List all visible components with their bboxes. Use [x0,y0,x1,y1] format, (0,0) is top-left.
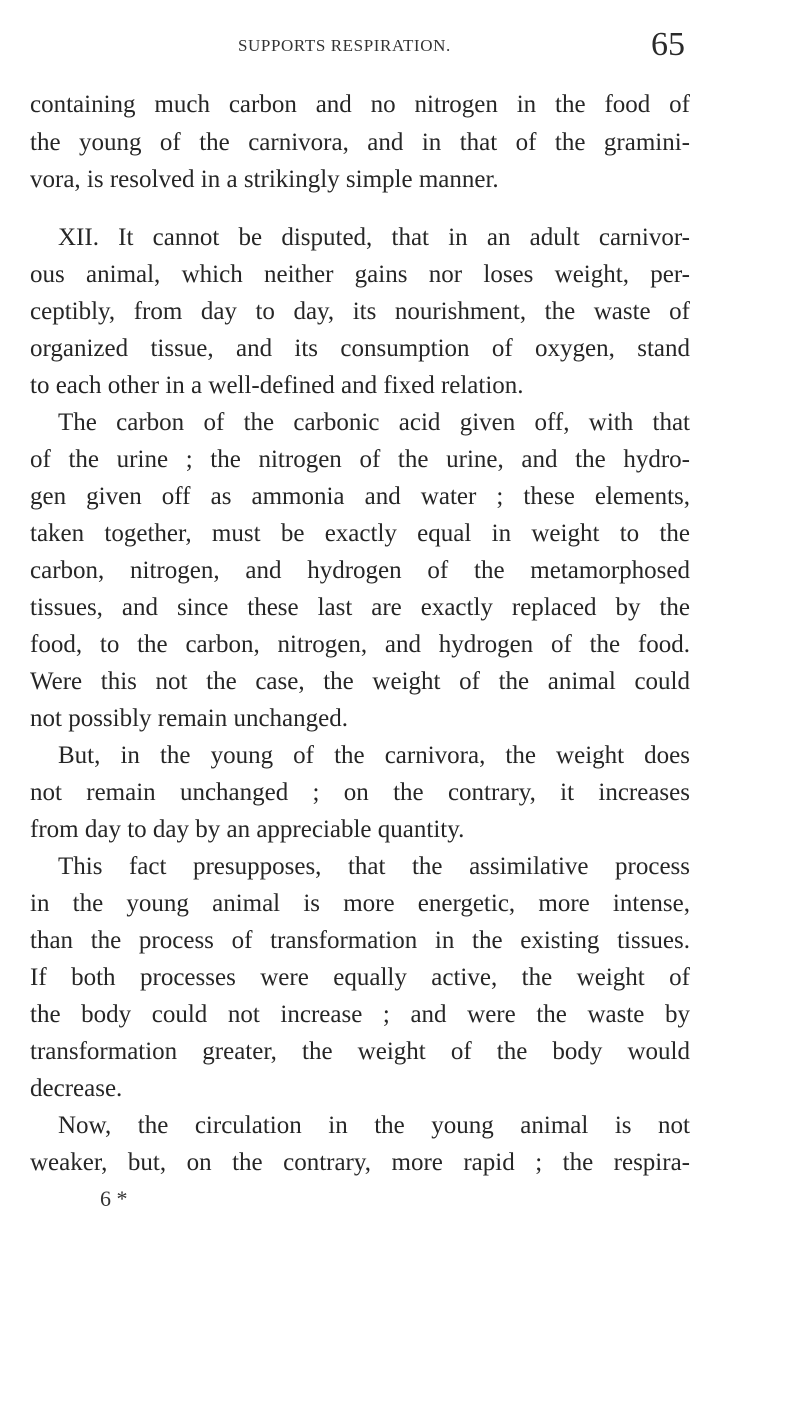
text-line: vora, is resolved in a strikingly simple manner. [30,166,499,193]
text-line: tissues, and since these last are exactly replaced by the [30,594,690,621]
running-head: SUPPORTS RESPIRATION. [238,36,451,55]
text-line: the young of the carnivora, and in that of the gramini- [30,129,690,156]
text-line: the body could not increase ; and were the waste by [30,1001,690,1028]
text-line: carbon, nitrogen, and hydrogen of the metamorphosed [30,557,690,584]
text-line: to each other in a well-defined and fixed relation. [30,372,524,399]
text-line: The carbon of the carbonic acid given off, with that [58,409,690,436]
text-line: not remain unchanged ; on the contrary, it increases [30,779,690,806]
signature-mark: 6 * [100,1186,128,1211]
text-line: ceptibly, from day to day, its nourishment, the waste of [30,298,690,325]
text-line: than the process of transformation in the existing tissues. [30,927,690,954]
text-line: Now, the circulation in the young animal is not [58,1112,690,1139]
text-line: Were this not the case, the weight of the animal could [30,668,690,695]
text-line: transformation greater, the weight of the body would [30,1038,690,1065]
text-line: not possibly remain unchanged. [30,705,348,732]
text-line: food, to the carbon, nitrogen, and hydrogen of the food. [30,631,690,658]
text-line: in the young animal is more energetic, more intense, [30,890,690,917]
text-line: ous animal, which neither gains nor loses weight, per- [30,261,690,288]
text-line: weaker, but, on the contrary, more rapid ; the respira- [30,1149,690,1176]
page-number: 65 [651,26,685,63]
text-line: of the urine ; the nitrogen of the urine, and the hydro- [30,446,690,473]
text-line: decrease. [30,1075,123,1102]
text-line: If both processes were equally active, the weight of [30,964,690,991]
text-line: This fact presupposes, that the assimilative process [58,853,690,880]
text-line: containing much carbon and no nitrogen in the food of [30,91,690,118]
text-line: gen given off as ammonia and water ; these elements, [30,483,690,510]
text-line: organized tissue, and its consumption of oxygen, stand [30,335,690,362]
text-line: But, in the young of the carnivora, the weight does [58,742,690,769]
text-line: XII. It cannot be disputed, that in an adult carnivor- [58,224,690,251]
text-line: from day to day by an appreciable quantity. [30,816,465,843]
text-line: taken together, must be exactly equal in weight to the [30,520,690,547]
